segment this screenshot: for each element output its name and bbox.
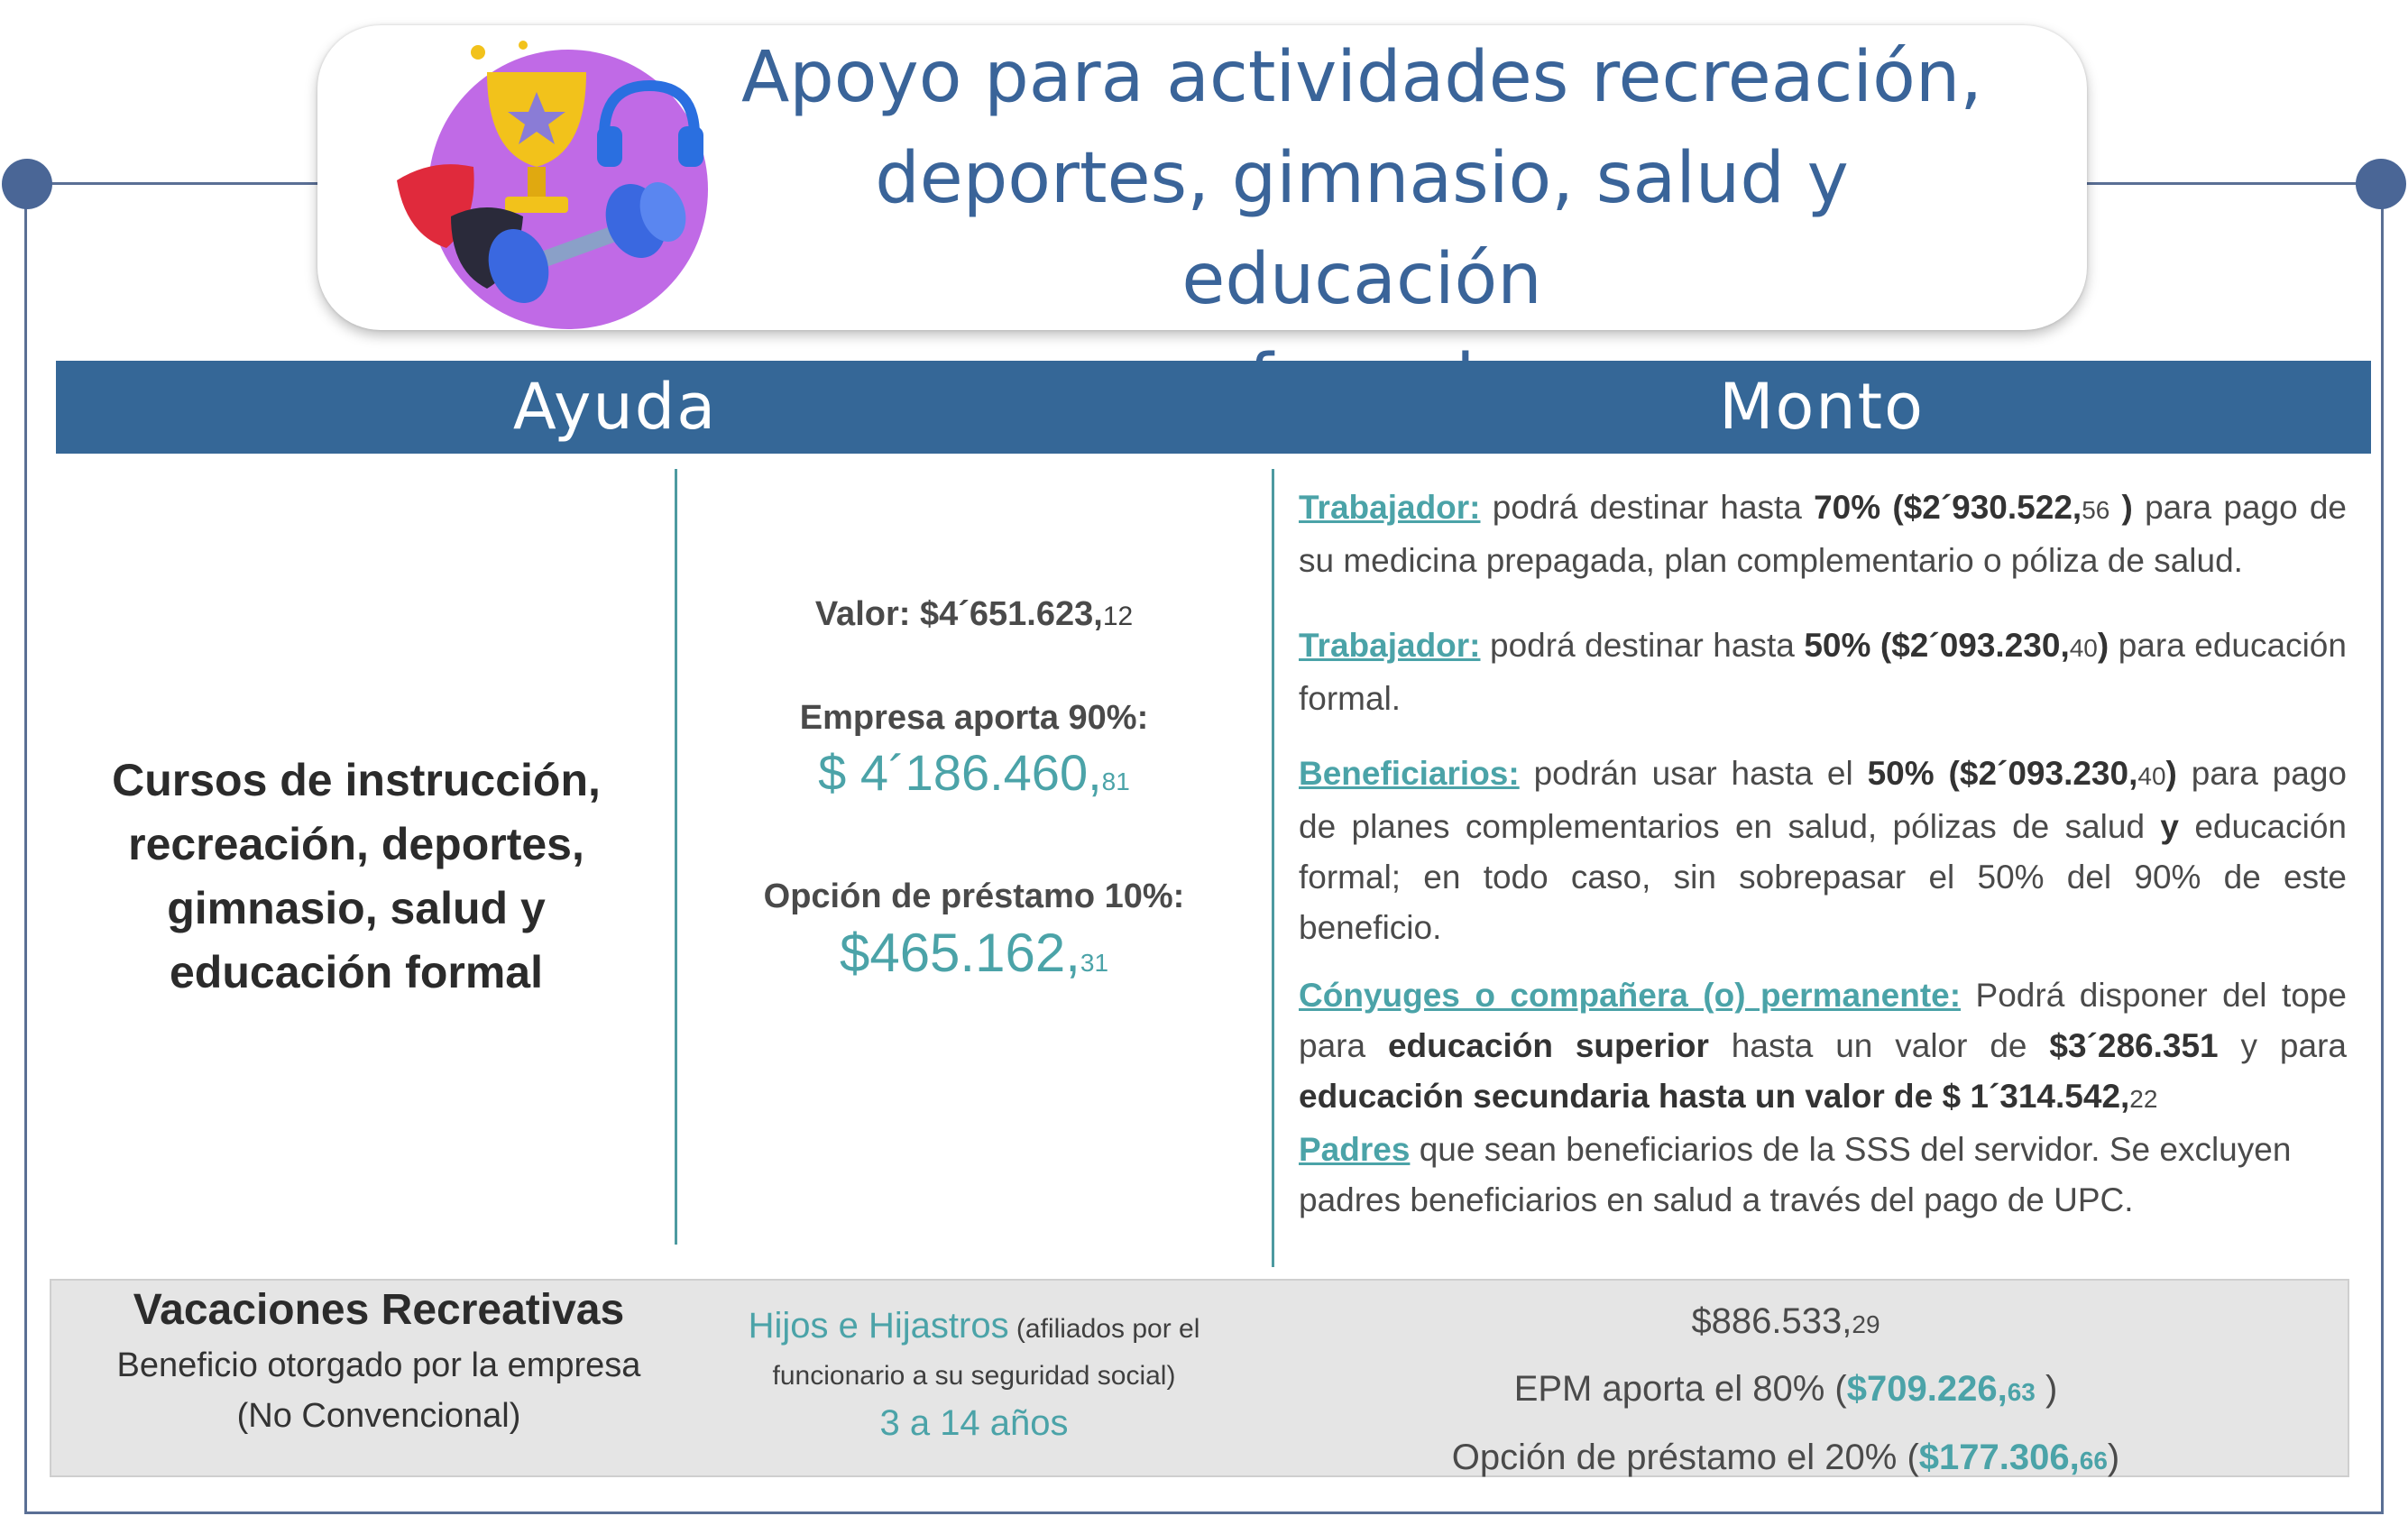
- link-padres[interactable]: Padres: [1299, 1131, 1411, 1168]
- frame-dot-right: [2356, 159, 2406, 209]
- aid-line-3: gimnasio, salud y: [167, 883, 546, 933]
- p3-text-2: para pago de planes complementarios en salud, pólizas de salud: [1299, 755, 2347, 845]
- p1-text-2: para pago de su medicina prepagada, plan complementario o póliza de salud.: [1299, 489, 2347, 579]
- p2-bold-2: ): [2097, 627, 2109, 664]
- p4-bold-2: $3´286.351: [2049, 1027, 2219, 1064]
- valor: [685, 595, 1263, 634]
- header-monto: Monto: [1719, 370, 1925, 444]
- vacaciones-who-cell: [712, 1303, 1236, 1450]
- emblem-icon: [388, 36, 712, 334]
- p3-bold-2: ): [2165, 755, 2177, 792]
- prestamo-value: $465.162,: [839, 923, 1080, 983]
- prestamo-cents: 31: [1080, 949, 1109, 977]
- valor-label: Valor: $4´651.623,: [814, 595, 1103, 633]
- opcion-prestamo: [685, 877, 1263, 984]
- p2-text-1: podrá destinar hasta: [1480, 627, 1805, 664]
- p4-cents: 22: [2129, 1085, 2158, 1113]
- empresa-aporta: [685, 699, 1263, 802]
- empresa-value: $ 4´186.460,: [818, 744, 1102, 801]
- p4-bold-3: educación secundaria hasta un valor de $ 1´314.542,: [1299, 1078, 2130, 1115]
- loan-label: Opción de préstamo el 20% (: [1451, 1438, 1919, 1477]
- vacaciones-title: Vacaciones Recreativas: [133, 1286, 625, 1334]
- vacaciones-title-cell: [63, 1281, 694, 1441]
- empresa-label: Empresa aporta 90%:: [799, 699, 1149, 737]
- p4-text-2: hasta un valor de: [1708, 1027, 2050, 1064]
- epm-label: EPM aporta el 80% (: [1513, 1369, 1847, 1409]
- detail-conyuges: [1299, 970, 2347, 1226]
- who-note-2: funcionario a su seguridad social): [772, 1361, 1176, 1391]
- link-conyuges[interactable]: Cónyuges o compañera (o) permanente:: [1299, 977, 1962, 1014]
- epm-close: ): [2035, 1369, 2058, 1409]
- detail-trabajador-educacion: [1299, 620, 2347, 724]
- column-divider-2: [1272, 469, 1274, 1267]
- aid-line-2: recreación, deportes,: [128, 819, 584, 869]
- link-trabajador-1[interactable]: Trabajador:: [1299, 489, 1481, 526]
- p1-text-1: podrá destinar hasta: [1480, 489, 1815, 526]
- title-line-2: deportes, gimnasio, salud y educación: [875, 138, 1849, 320]
- link-trabajador-2[interactable]: Trabajador:: [1299, 627, 1481, 664]
- p3-text-3: educación formal; en todo caso, sin sobrepasar el 50% del 90% de este beneficio.: [1299, 808, 2348, 946]
- p4-text-1: Podrá disponer del tope para: [1299, 977, 2347, 1064]
- vacaciones-amount-cell: [1308, 1290, 2264, 1493]
- loan-close: ): [2107, 1438, 2120, 1477]
- empresa-cents: 81: [1101, 767, 1130, 795]
- loan-cents: 66: [2079, 1447, 2108, 1475]
- p3-bold-1: 50% ($2´093.230,: [1867, 755, 2138, 792]
- p4-bold-1: educación superior: [1387, 1027, 1709, 1064]
- header-ayuda: Ayuda: [512, 370, 718, 444]
- p2-text-2: para educación formal.: [1299, 627, 2347, 717]
- link-beneficiarios[interactable]: Beneficiarios:: [1299, 755, 1520, 792]
- p3-bold-3: y: [2160, 808, 2179, 845]
- who-note-1: (afiliados por el: [1008, 1314, 1200, 1344]
- detail-trabajador-salud: [1299, 482, 2347, 586]
- p2-cents: 40: [2069, 634, 2098, 662]
- p1-bold-2: ): [2109, 489, 2133, 526]
- p3-cents: 40: [2137, 762, 2166, 790]
- p2-bold-1: 50% ($2´093.230,: [1804, 627, 2070, 664]
- detail-beneficiarios: [1299, 749, 2347, 953]
- p1-cents: 56: [2082, 496, 2110, 524]
- vacaciones-amount-cents: 29: [1852, 1310, 1880, 1338]
- ages: 3 a 14 años: [879, 1403, 1069, 1443]
- p5-text-1: que sean beneficiarios de la SSS del servidor. Se excluyen padres beneficiarios en salud a través del pago de UPC.: [1299, 1131, 2292, 1218]
- vacaciones-amount: $886.533,: [1691, 1301, 1852, 1341]
- column-divider-1: [675, 469, 677, 1245]
- aid-title: [90, 749, 622, 1005]
- aid-line-4: educación formal: [170, 947, 543, 997]
- vacaciones-sub-2: (No Convencional): [236, 1397, 521, 1435]
- vacaciones-sub-1: Beneficio otorgado por la empresa: [116, 1346, 641, 1384]
- who-label: Hijos e Hijastros: [748, 1306, 1009, 1346]
- aid-line-1: Cursos de instrucción,: [112, 755, 601, 805]
- p1-bold-1: 70% ($2´930.522,: [1814, 489, 2082, 526]
- prestamo-label: Opción de préstamo 10%:: [763, 877, 1185, 915]
- loan-value: $177.306,: [1918, 1438, 2080, 1477]
- frame-dot-left: [2, 159, 52, 209]
- p3-text-1: podrán usar hasta el: [1519, 755, 1868, 792]
- epm-value: $709.226,: [1846, 1369, 2008, 1409]
- title-line-1: Apoyo para actividades recreación,: [740, 37, 1983, 118]
- valor-cents: 12: [1102, 602, 1134, 631]
- epm-cents: 63: [2007, 1378, 2036, 1406]
- p4-text-3: y para: [2218, 1027, 2347, 1064]
